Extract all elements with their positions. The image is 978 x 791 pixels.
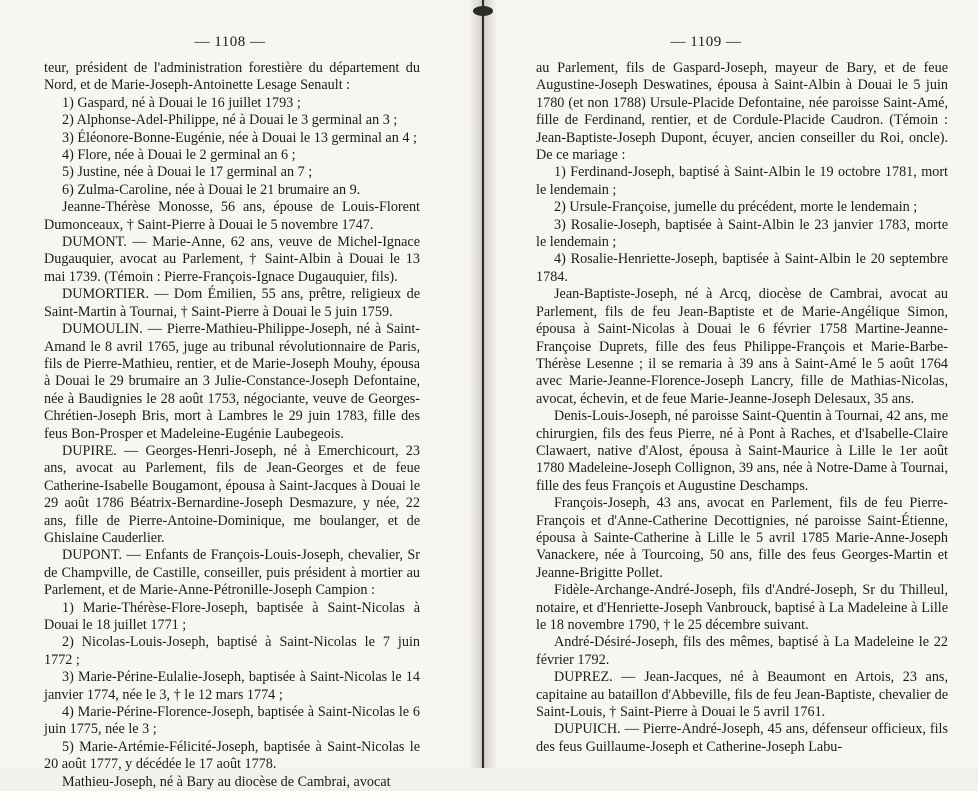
entry-dumoulin: DUMOULIN. — Pierre-Mathieu-Philippe-Joseph, né à Saint-Amand le 8 avril 1765, juge au tribunal révolutionnaire de Paris, fils de Pierre-Mathieu, rentier, et de Marie-Joseph Mouhy, épousa à Douai le 29 brumaire an 3 Julie-Constance-Joseph Defontaine, née à Baudignies le 28 août 1753, négociante, veuve de Georges-Chrétien-Joseph Bris, mort à Lambres le 29 juin 1783, fille des feus Bon-Prosper et Madeleine-Eugénie Laubegeois.: [44, 321, 420, 442]
list-item: 2) Ursule-Françoise, jumelle du précédent, morte le lendemain ;: [554, 199, 918, 216]
entry-dupire: DUPIRE. — Georges-Henri-Joseph, né à Emerchicourt, 23 ans, avocat au Parlement, fils de Jean-Georges et de feue Catherine-Isabelle Bougamont, épousa à Saint-Jacques à Douai le 29 août 1786 Béatrix-Bernardine-Joseph Desmazure, y née, 22 ans, fille de Pierre-Antoine-Dominique, me boulanger, et de Ghislaine Cauderlier.: [44, 442, 420, 546]
entry-dumortier: DUMORTIER. — Dom Émilien, 55 ans, prêtre, religieux de Saint-Martin à Tournai, † Saint-Pierre à Douai le 5 juin 1759.: [44, 286, 420, 320]
paragraph: teur, président de l'administration forestière du département du Nord, et de Marie-Joseph-Antoinette Lesage Senault :: [44, 60, 420, 94]
paragraph: André-Désiré-Joseph, fils des mêmes, baptisé à La Madeleine le 22 février 1792.: [536, 634, 948, 668]
book-gutter: [470, 0, 496, 768]
paragraph: Jeanne-Thérèse Monosse, 56 ans, épouse de Louis-Florent Dumonceaux, † Saint-Pierre à Douai le 5 novembre 1747.: [44, 199, 420, 233]
entry-dupont: DUPONT. — Enfants de François-Louis-Joseph, chevalier, Sr de Champville, de Castille, conseiller, puis président à mortier au Parlement, et de Marie-Anne-Pétronille-Joseph Campion :: [44, 547, 420, 599]
paragraph: au Parlement, fils de Gaspard-Joseph, mayeur de Bary, et de feue Augustine-Joseph Deswatines, épousa à Saint-Albin à Douai le 5 juin 1780 (et non 1788) Ursule-Placide Defontaine, née paroisse Saint-Amé, fille de Ferdinand, rentier, et de Cordule-Placide Caudron. (Témoin : Jean-Baptiste-Joseph Dupont, écuyer, ancien conseiller du Roi, oncle). De ce mariage :: [536, 60, 948, 164]
list-item: 5) Justine, née à Douai le 17 germinal an 7 ;: [62, 164, 313, 181]
list-item: 1) Ferdinand-Joseph, baptisé à Saint-Albin le 19 octobre 1781, mort le lendemain ;: [536, 164, 948, 198]
page-text: [44, 60, 420, 791]
list-item: 4) Marie-Périne-Florence-Joseph, baptisée à Saint-Nicolas le 6 juin 1775, née le 3 ;: [44, 704, 420, 738]
binding-line: [482, 0, 484, 768]
list-item: 5) Marie-Artémie-Félicité-Joseph, baptisée à Saint-Nicolas le 20 août 1777, y décédée le 17 août 1778.: [44, 738, 420, 773]
list-item: 4) Rosalie-Henriette-Joseph, baptisée à Saint-Albin le 20 septembre 1784.: [536, 251, 948, 285]
paragraph: Jean-Baptiste-Joseph, né à Arcq, diocèse de Cambrai, avocat au Parlement, fils de feu Jean-Baptiste et de Marie-Angélique Simon, épousa à Saint-Nicolas à Douai le 6 février 1758 Martine-Jeanne-Françoise Duprets, fille des feus Philippe-François et Marie-Barbe-Thérèse Lesenne ; il se remaria à 39 ans à Saint-Amé le 5 août 1764 avec Marie-Jeanne-Florence-Joseph Lancry, fille de Mathias-Nicolas, avocat, échevin, et de feue Marie-Jeanne-Joseph Delesaux, 35 ans.: [536, 286, 948, 407]
list-item: 3) Éléonore-Bonne-Eugénie, née à Douai le 13 germinal an 4 ;: [62, 129, 417, 146]
page-number: — 1109 —: [670, 34, 742, 50]
paragraph: François-Joseph, 43 ans, avocat en Parlement, fils de feu Pierre-François et d'Anne-Catherine Decottignies, né paroisse Saint-Étienne, épousa à Sainte-Catherine à Lille le 5 avril 1785 Marie-Anne-Joseph Vanackere, née à Tourcoing, 50 ans, fille des feus Georges-Martin et Jeanne-Brigitte Pollet.: [536, 495, 948, 581]
list-item: 1) Marie-Thérèse-Flore-Joseph, baptisée à Saint-Nicolas à Douai le 18 juillet 1771 ;: [44, 599, 420, 633]
page-text: [536, 60, 948, 756]
list-item: 6) Zulma-Caroline, née à Douai le 21 brumaire an 9.: [62, 181, 361, 198]
paragraph: Mathieu-Joseph, né à Bary au diocèse de Cambrai, avocat: [62, 773, 391, 790]
paragraph: Denis-Louis-Joseph, né paroisse Saint-Quentin à Tournai, 42 ans, me chirurgien, fils des feus Pierre, né à Pont à Raches, et d'Isabelle-Claire Clawaert, native d'Alost, épousa à Saint-Maurice à Lille le 1er août 1780 Madeleine-Joseph Collignon, 39 ans, née à Notre-Dame à Tournai, fille des feus François et Augustine Deschamps.: [536, 408, 948, 494]
entry-dumont: DUMONT. — Marie-Anne, 62 ans, veuve de Michel-Ignace Dugauquier, avocat au Parlement, † Saint-Albin à Douai le 13 mai 1739. (Témoin : Pierre-François-Ignace Dugauquier, fils).: [44, 234, 420, 285]
list-item: 1) Gaspard, né à Douai le 16 juillet 1793 ;: [62, 94, 301, 111]
list-item: 4) Flore, née à Douai le 2 germinal an 6 ;: [62, 147, 296, 164]
list-item: 2) Nicolas-Louis-Joseph, baptisé à Saint-Nicolas le 7 juin 1772 ;: [44, 634, 420, 668]
list-item: 3) Marie-Périne-Eulalie-Joseph, baptisée à Saint-Nicolas le 14 janvier 1774, née le 3, † le 12 mars 1774 ;: [44, 669, 420, 703]
entry-dupuich: DUPUICH. — Pierre-André-Joseph, 45 ans, défenseur officieux, fils des feus Guillaume-Joseph et Catherine-Joseph Labu-: [536, 721, 948, 755]
list-item: 3) Rosalie-Joseph, baptisée à Saint-Albin le 23 janvier 1783, morte le lendemain ;: [536, 216, 948, 251]
list-item: 2) Alphonse-Adel-Philippe, né à Douai le 3 germinal an 3 ;: [62, 112, 398, 129]
right-page: [496, 0, 978, 768]
paragraph: Fidèle-Archange-André-Joseph, fils d'André-Joseph, Sr du Thilleul, notaire, et d'Henriette-Joseph Vanbrouck, baptisé à La Madeleine à Lille le 18 novembre 1790, † le 25 décembre suivant.: [536, 582, 948, 633]
left-page: [0, 0, 470, 790]
entry-duprez: DUPREZ. — Jean-Jacques, né à Beaumont en Artois, 23 ans, capitaine au bataillon d'Abbeville, fils de feu Jean-Baptiste, chevalier de Saint-Louis, † Saint-Pierre à Douai le 5 avril 1761.: [536, 669, 948, 721]
page-number: — 1108 —: [194, 34, 266, 50]
